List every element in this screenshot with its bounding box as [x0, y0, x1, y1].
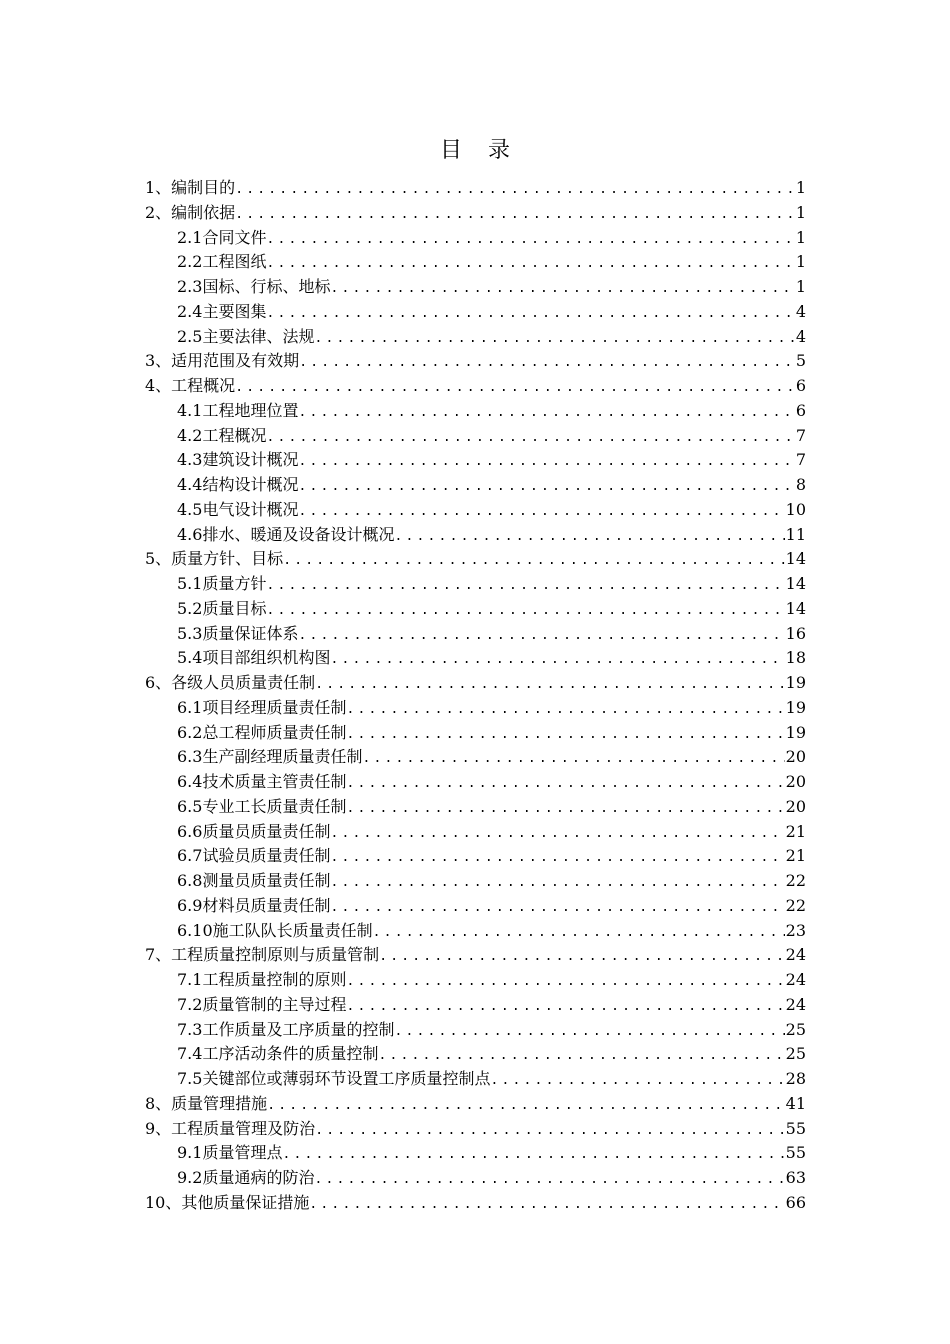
- toc-title-part2: 录: [488, 138, 511, 163]
- toc-dot-leader: [298, 500, 784, 525]
- toc-dot-leader: [282, 1143, 784, 1168]
- toc-dot-leader: [266, 252, 794, 277]
- toc-entry[interactable]: [145, 1067, 806, 1092]
- toc-entry-page-number: 18: [785, 648, 806, 668]
- toc-entry[interactable]: [145, 869, 806, 894]
- toc-entry-label: 2.4主要图集: [177, 301, 267, 321]
- toc-dot-leader: [346, 970, 784, 995]
- toc-entry[interactable]: [145, 919, 806, 944]
- toc-dot-leader: [330, 822, 784, 847]
- toc-entry[interactable]: [145, 325, 806, 350]
- toc-dot-leader: [362, 747, 784, 772]
- toc-entry[interactable]: [145, 968, 806, 993]
- toc-entry[interactable]: [145, 349, 806, 374]
- toc-entry-label: 5.2质量目标: [177, 598, 267, 618]
- toc-entry[interactable]: [145, 646, 806, 671]
- toc-entry[interactable]: [145, 374, 806, 399]
- toc-entry[interactable]: [145, 176, 806, 201]
- toc-entry-page-number: 66: [785, 1192, 806, 1212]
- toc-entry-label: 8、质量管理措施: [145, 1093, 268, 1113]
- toc-dot-leader: [379, 945, 784, 970]
- toc-entry[interactable]: [145, 448, 806, 473]
- toc-entry[interactable]: [145, 721, 806, 746]
- toc-title-part1: 目: [439, 138, 462, 163]
- toc-dot-leader: [266, 574, 784, 599]
- toc-entry-page-number: 6: [795, 400, 806, 420]
- toc-entry-label: 7.2质量管制的主导过程: [177, 994, 347, 1014]
- toc-entry[interactable]: [145, 820, 806, 845]
- toc-title: [0, 136, 950, 166]
- toc-entry-page-number: 25: [785, 1019, 806, 1039]
- toc-entry-label: 6.8测量员质量责任制: [177, 871, 331, 890]
- toc-entry[interactable]: [145, 300, 806, 325]
- toc-dot-leader: [267, 1094, 784, 1119]
- toc-entry-page-number: 19: [785, 697, 806, 717]
- toc-dot-leader: [298, 450, 794, 475]
- toc-entry[interactable]: [145, 1191, 806, 1216]
- toc-dot-leader: [298, 401, 794, 426]
- toc-entry-page-number: 1: [795, 178, 806, 197]
- toc-entry-label: 3、适用范围及有效期: [145, 351, 300, 371]
- toc-entry-label: 5.4项目部组织机构图: [177, 648, 331, 668]
- toc-entry-page-number: 24: [785, 945, 806, 965]
- toc-entry-label: 5.1质量方针: [177, 574, 267, 593]
- toc-entry-page-number: 63: [785, 1168, 806, 1187]
- toc-entry-page-number: 10: [785, 499, 806, 519]
- toc-entry-page-number: 14: [785, 574, 806, 593]
- toc-dot-leader: [346, 797, 784, 822]
- toc-dot-leader: [314, 1168, 784, 1193]
- toc-entry-label: 4.6排水、暖通及设备设计概况: [177, 524, 395, 544]
- toc-entry[interactable]: [145, 226, 806, 251]
- toc-entry-page-number: 11: [785, 524, 806, 544]
- toc-dot-leader: [346, 723, 784, 748]
- toc-entry-page-number: 23: [785, 920, 806, 940]
- toc-entry-page-number: 19: [785, 722, 806, 742]
- toc-entry-label: 6.6质量员质量责任制: [177, 821, 331, 841]
- toc-entry-page-number: 20: [785, 747, 806, 767]
- toc-entry-page-number: 14: [785, 598, 806, 618]
- toc-entry[interactable]: [145, 671, 806, 696]
- toc-entry-label: 9.2质量通病的防治: [177, 1168, 315, 1187]
- toc-dot-leader: [346, 995, 784, 1020]
- toc-entry-page-number: 55: [785, 1118, 806, 1138]
- toc-entry-label: 10、其他质量保证措施: [145, 1192, 310, 1212]
- toc-entry-label: 6.10施工队队长质量责任制: [177, 920, 373, 940]
- toc-dot-leader: [490, 1069, 784, 1094]
- toc-entry[interactable]: [145, 1042, 806, 1067]
- toc-dot-leader: [314, 327, 794, 352]
- toc-entry-label: 5.3质量保证体系: [177, 623, 299, 643]
- toc-entry-label: 4.4结构设计概况: [177, 475, 299, 494]
- toc-entry-page-number: 20: [785, 796, 806, 816]
- toc-entry-page-number: 24: [785, 994, 806, 1014]
- toc-entry-label: 1、编制目的: [145, 178, 236, 197]
- toc-entry-page-number: 19: [785, 673, 806, 692]
- toc-entry-label: 7.1工程质量控制的原则: [177, 970, 347, 989]
- toc-entry-label: 2、编制依据: [145, 202, 236, 222]
- toc-entry-label: 6.3生产副经理质量责任制: [177, 747, 363, 767]
- toc-entry[interactable]: [145, 993, 806, 1018]
- toc-entry-page-number: 1: [795, 252, 806, 272]
- toc-dot-leader: [298, 475, 794, 500]
- toc-entry[interactable]: [145, 943, 806, 968]
- toc-dot-leader: [394, 1020, 784, 1045]
- toc-entry-label: 5、质量方针、目标: [145, 549, 284, 569]
- toc-entry[interactable]: [145, 696, 806, 721]
- toc-entry-page-number: 16: [785, 623, 806, 643]
- toc-dot-leader: [330, 871, 784, 896]
- toc-dot-leader: [298, 624, 784, 649]
- toc-entry-label: 6.1项目经理质量责任制: [177, 697, 347, 717]
- toc-entry[interactable]: [145, 572, 806, 597]
- toc-entry-label: 2.3国标、行标、地标: [177, 277, 331, 296]
- toc-entry-label: 6.2总工程师质量责任制: [177, 722, 347, 742]
- toc-entry-page-number: 4: [795, 301, 806, 321]
- toc-dot-leader: [373, 921, 785, 946]
- toc-entry-page-number: 24: [785, 970, 806, 989]
- toc-entry[interactable]: [145, 597, 806, 622]
- toc-entry-page-number: 20: [785, 772, 806, 791]
- toc-entry-page-number: 28: [785, 1069, 806, 1088]
- toc-entry-label: 2.1合同文件: [177, 227, 267, 247]
- toc-entry-page-number: 1: [795, 202, 806, 222]
- toc-dot-leader: [315, 673, 784, 698]
- toc-dot-leader: [309, 1193, 784, 1218]
- toc-dot-leader: [266, 228, 794, 253]
- toc-entry-label: 7.4工序活动条件的质量控制: [177, 1044, 379, 1064]
- toc-entry-page-number: 7: [795, 425, 806, 445]
- toc-entry[interactable]: [145, 1018, 806, 1043]
- toc-entry[interactable]: [145, 424, 806, 449]
- toc-dot-leader: [346, 698, 784, 723]
- toc-entry[interactable]: [145, 795, 806, 820]
- toc-entry-label: 6.5专业工长质量责任制: [177, 796, 347, 816]
- toc-dot-leader: [315, 1119, 784, 1144]
- toc-entry-page-number: 21: [785, 846, 806, 866]
- toc-entry-label: 6、各级人员质量责任制: [145, 673, 316, 692]
- toc-entry-label: 4.2工程概况: [177, 425, 267, 445]
- toc-entry-page-number: 21: [785, 821, 806, 841]
- toc-entry-page-number: 1: [795, 277, 806, 296]
- toc-dot-leader: [346, 772, 784, 797]
- toc-entry-label: 4.5电气设计概况: [177, 499, 299, 519]
- toc-entry-page-number: 7: [795, 450, 806, 470]
- toc-entry-page-number: 41: [785, 1093, 806, 1113]
- toc-entry-label: 4.3建筑设计概况: [177, 450, 299, 470]
- toc-entry-label: 4.1工程地理位置: [177, 400, 299, 420]
- toc-entry-page-number: 25: [785, 1044, 806, 1064]
- toc-entry[interactable]: [145, 201, 806, 226]
- toc-entry-label: 9.1质量管理点: [177, 1143, 283, 1163]
- toc-entry-page-number: 22: [785, 895, 806, 915]
- toc-dot-leader: [235, 178, 795, 203]
- toc-dot-leader: [394, 525, 784, 550]
- toc-entry[interactable]: [145, 844, 806, 869]
- toc-dot-leader: [266, 599, 784, 624]
- toc-dot-leader: [378, 1044, 784, 1069]
- toc-entry[interactable]: [145, 547, 806, 572]
- toc-entry-page-number: 22: [785, 871, 806, 890]
- toc-dot-leader: [330, 846, 784, 871]
- toc-entry[interactable]: [145, 1141, 806, 1166]
- toc-dot-leader: [266, 302, 794, 327]
- toc-entry-label: 7.3工作质量及工序质量的控制: [177, 1019, 395, 1039]
- toc-entry-label: 6.9材料员质量责任制: [177, 895, 331, 915]
- toc-dot-leader: [330, 648, 784, 673]
- toc-entry[interactable]: [145, 1092, 806, 1117]
- toc-entry[interactable]: [145, 498, 806, 523]
- toc-dot-leader: [299, 351, 795, 376]
- toc-dot-leader: [330, 277, 794, 302]
- toc-entry[interactable]: [145, 275, 806, 300]
- toc-entry-label: 6.4技术质量主管责任制: [177, 772, 347, 791]
- toc-entry-label: 7.5关键部位或薄弱环节设置工序质量控制点: [177, 1069, 491, 1088]
- toc-list: [145, 176, 806, 1216]
- toc-entry[interactable]: [145, 894, 806, 919]
- toc-entry[interactable]: [145, 745, 806, 770]
- toc-entry-page-number: 6: [795, 376, 806, 395]
- toc-entry[interactable]: [145, 1117, 806, 1142]
- toc-dot-leader: [283, 549, 784, 574]
- toc-dot-leader: [235, 203, 795, 228]
- toc-entry-page-number: 1: [795, 227, 806, 247]
- toc-dot-leader: [266, 426, 794, 451]
- toc-entry-label: 4、工程概况: [145, 376, 236, 395]
- toc-entry[interactable]: [145, 250, 806, 275]
- toc-entry[interactable]: [145, 523, 806, 548]
- toc-dot-leader: [235, 376, 795, 401]
- toc-entry-page-number: 8: [795, 475, 806, 494]
- toc-entry[interactable]: [145, 770, 806, 795]
- toc-entry-page-number: 14: [785, 549, 806, 569]
- toc-entry-label: 2.5主要法律、法规: [177, 326, 315, 346]
- toc-entry[interactable]: [145, 1166, 806, 1191]
- toc-entry[interactable]: [145, 399, 806, 424]
- toc-dot-leader: [330, 896, 784, 921]
- toc-entry[interactable]: [145, 622, 806, 647]
- toc-entry-page-number: 55: [785, 1143, 806, 1163]
- toc-entry-label: 9、工程质量管理及防治: [145, 1118, 316, 1138]
- toc-entry-page-number: 4: [795, 326, 806, 346]
- toc-entry-label: 7、工程质量控制原则与质量管制: [145, 945, 380, 965]
- toc-entry-label: 6.7试验员质量责任制: [177, 846, 331, 866]
- toc-entry[interactable]: [145, 473, 806, 498]
- toc-entry-page-number: 5: [795, 351, 806, 371]
- toc-entry-label: 2.2工程图纸: [177, 252, 267, 272]
